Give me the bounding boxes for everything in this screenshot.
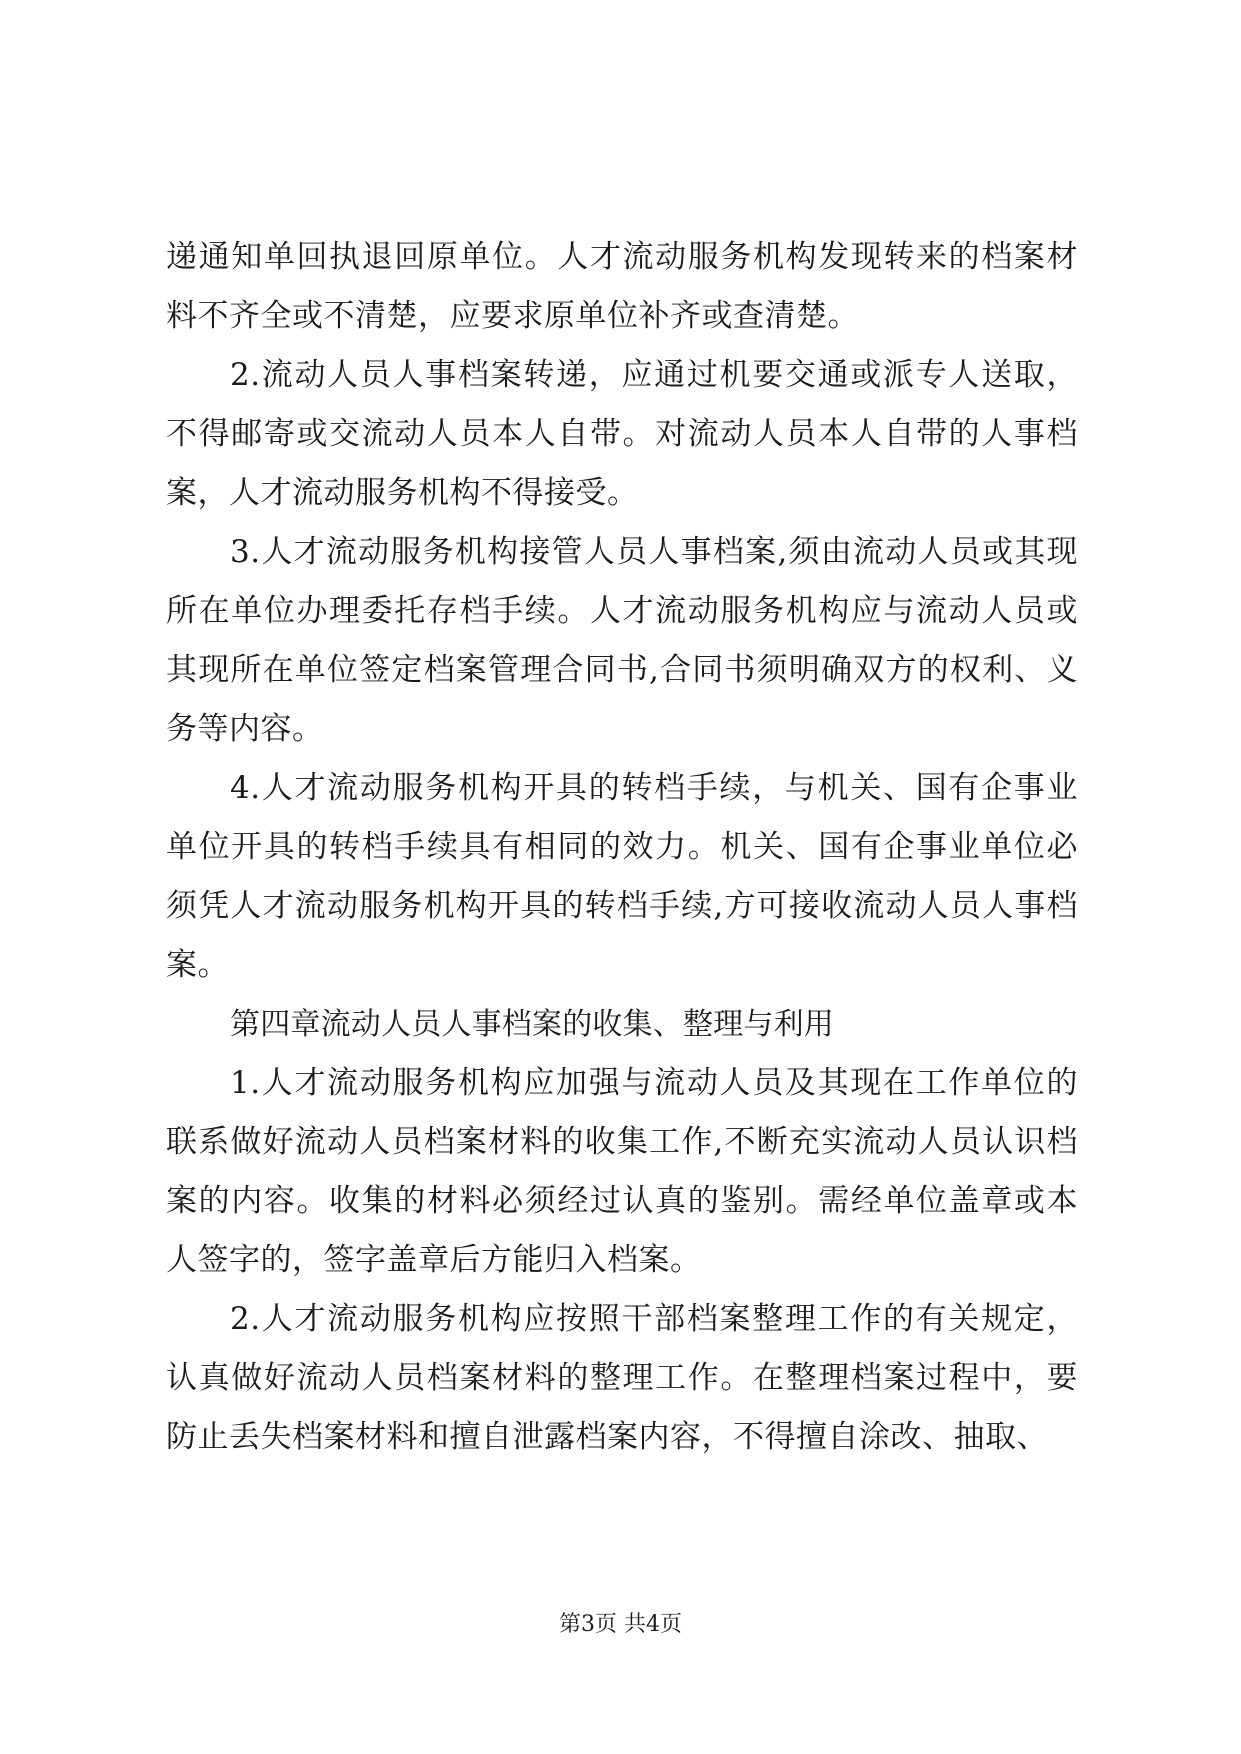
document-body: [166, 228, 1078, 1467]
paragraph-item-3: 3.人才流动服务机构接管人员人事档案,须由流动人员或其现所在单位办理委托存档手续。人才流动服务机构应与流动人员或其现所在单位签定档案管理合同书,合同书须明确双方的权利、义务等内容。: [166, 534, 1078, 747]
page-footer: [0, 1610, 1241, 1640]
chapter-heading: 第四章流动人员人事档案的收集、整理与利用: [230, 1007, 834, 1042]
paragraph-chapter4-item-2: 2.人才流动服务机构应按照干部档案整理工作的有关规定，认真做好流动人员档案材料的整理工作。在整理档案过程中，要防止丢失档案材料和擅自泄露档案内容，不得擅自涂改、抽取、: [166, 1301, 1078, 1455]
paragraph-item-2: 2.流动人员人事档案转递，应通过机要交通或派专人送取，不得邮寄或交流动人员本人自带。对流动人员本人自带的人事档案，人才流动服务机构不得接受。: [166, 357, 1078, 511]
paragraph-chapter4-item-1: 1.人才流动服务机构应加强与流动人员及其现在工作单位的联系做好流动人员档案材料的收集工作,不断充实流动人员认识档案的内容。收集的材料必须经过认真的鉴别。需经单位盖章或本人签字的，签字盖章后方能归入档案。: [166, 1065, 1078, 1278]
paragraph-item-4: 4.人才流动服务机构开具的转档手续，与机关、国有企事业单位开具的转档手续具有相同的效力。机关、国有企事业单位必须凭人才流动服务机构开具的转档手续,方可接收流动人员人事档案。: [166, 770, 1078, 983]
page-number-label: 第3页 共4页: [559, 1612, 682, 1637]
paragraph-continuation: 递通知单回执退回原单位。人才流动服务机构发现转来的档案材料不齐全或不清楚，应要求原单位补齐或查清楚。: [166, 239, 1078, 334]
